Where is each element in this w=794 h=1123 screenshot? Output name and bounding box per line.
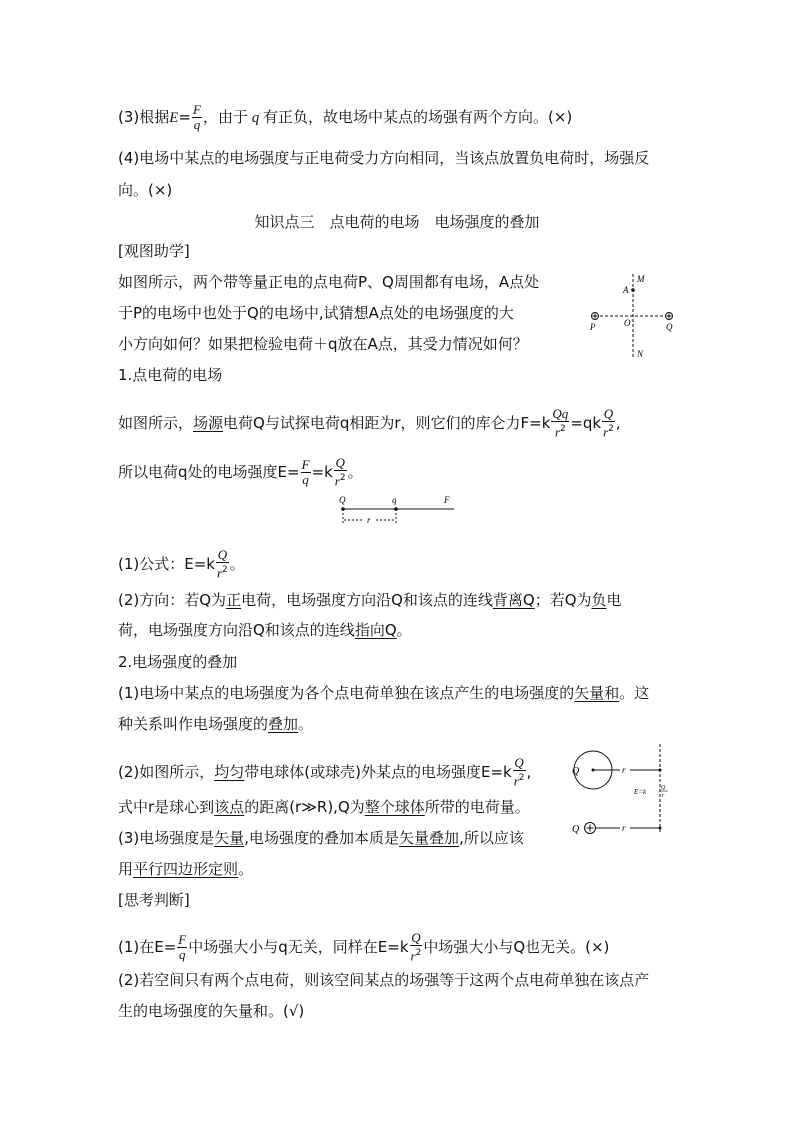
observe-line2: 于P的电场中也处于Q的电场中,试猜想A点处的电场强度的大 bbox=[118, 304, 514, 322]
svg-text:q: q bbox=[392, 495, 397, 505]
label-N: N bbox=[637, 349, 644, 359]
section-title: 知识点三 点电荷的电场 电场强度的叠加 bbox=[254, 213, 540, 231]
judgment-4-line2: 向。(×) bbox=[118, 181, 173, 199]
field-strength-text: 所以电荷q处的电场强度E= $\frac{F}{q}$ =k $\frac{Q}{r^2}$ 。 bbox=[118, 455, 363, 489]
svg-text:Q: Q bbox=[661, 785, 666, 791]
direction-line2: 荷，电场强度方向沿Q和该点的连线指向Q。 bbox=[118, 621, 412, 639]
superposition-2-line2: 式中r是球心到该点的距离(r≫R),Q为整个球体所带的电荷量。 bbox=[118, 798, 530, 816]
figure-q-distance bbox=[336, 494, 460, 528]
figure-pq-charges bbox=[585, 270, 685, 362]
judgment-4-line1: (4)电场中某点的电场强度与正电荷受力方向相同，当该点放置负电荷时，场强反 bbox=[118, 149, 650, 167]
svg-text:Q: Q bbox=[572, 766, 580, 777]
svg-text:Q: Q bbox=[572, 824, 580, 835]
svg-text:r: r bbox=[662, 793, 665, 799]
think-judgment-1: (1)在E= $\frac{F}{q}$ 中场强大小与q无关，同样在E=k $\frac{Q}{r^2}$ 中场强大小与Q也无关。(×) bbox=[118, 930, 610, 964]
direction-line1: (2)方向：若Q为正电荷，电场强度方向沿Q和该点的连线背离Q；若Q为负电 bbox=[118, 591, 622, 609]
label-Q: Q bbox=[666, 322, 673, 332]
heading-point-charge-field: 1.点电荷的电场 bbox=[118, 366, 223, 384]
observe-line3: 小方向如何？如果把检验电荷＋q放在A点，其受力情况如何？ bbox=[118, 335, 528, 353]
superposition-1-line2: 种关系叫作电场强度的叠加。 bbox=[118, 715, 314, 733]
fraction-F-over-q: $\frac{F}{q}$ bbox=[193, 102, 201, 132]
superposition-2-line1: (2)如图所示，均匀带电球体(或球壳)外某点的电场强度E=k $\frac{Q}{r^2}$ , bbox=[118, 755, 532, 789]
label-O: O bbox=[624, 318, 631, 328]
think-label: [思考判断] bbox=[118, 891, 190, 909]
svg-text:r: r bbox=[622, 765, 626, 775]
label-P: P bbox=[590, 322, 596, 332]
svg-text:r: r bbox=[367, 515, 371, 525]
svg-text:r: r bbox=[622, 823, 626, 833]
label-M: M bbox=[637, 274, 645, 284]
judgment-3: (3)根据E= $\frac{F}{q}$ ，由于 q 有正负，故电场中某点的场强有两个方向。(×) bbox=[118, 102, 573, 132]
coulomb-force-text: 如图所示，场源电荷Q与试探电荷q相距为r，则它们的库仑力F=k $\frac{Qq}{r^2}$ =qk $\frac{Q}{r^2}$ , bbox=[118, 406, 621, 440]
observe-label: [观图助学] bbox=[118, 242, 190, 260]
label-A: A bbox=[623, 285, 629, 295]
heading-superposition: 2.电场强度的叠加 bbox=[118, 653, 238, 671]
svg-text:E=k: E=k bbox=[634, 788, 647, 796]
observe-line1: 如图所示，两个带等量正电的点电荷P、Q周围都有电场，A点处 bbox=[118, 273, 540, 291]
figure-sphere-equivalence bbox=[566, 744, 678, 844]
think-judgment-2-line1: (2)若空间只有两个点电荷，则该空间某点的场强等于这两个点电荷单独在该点产 bbox=[118, 971, 650, 989]
svg-text:F: F bbox=[444, 495, 450, 505]
superposition-3-line1: (3)电场强度是矢量,电场强度的叠加本质是矢量叠加,所以应该 bbox=[118, 829, 524, 847]
superposition-1-line1: (1)电场中某点的电场强度为各个点电荷单独在该点产生的电场强度的矢量和。这 bbox=[118, 684, 650, 702]
formula-line: (1)公式：E=k $\frac{Q}{r^2}$ 。 bbox=[118, 547, 245, 581]
think-judgment-2-line2: 生的电场强度的矢量和。(√) bbox=[118, 1002, 305, 1020]
superposition-3-line2: 用平行四边形定则。 bbox=[118, 860, 254, 878]
svg-text:Q: Q bbox=[339, 495, 346, 505]
